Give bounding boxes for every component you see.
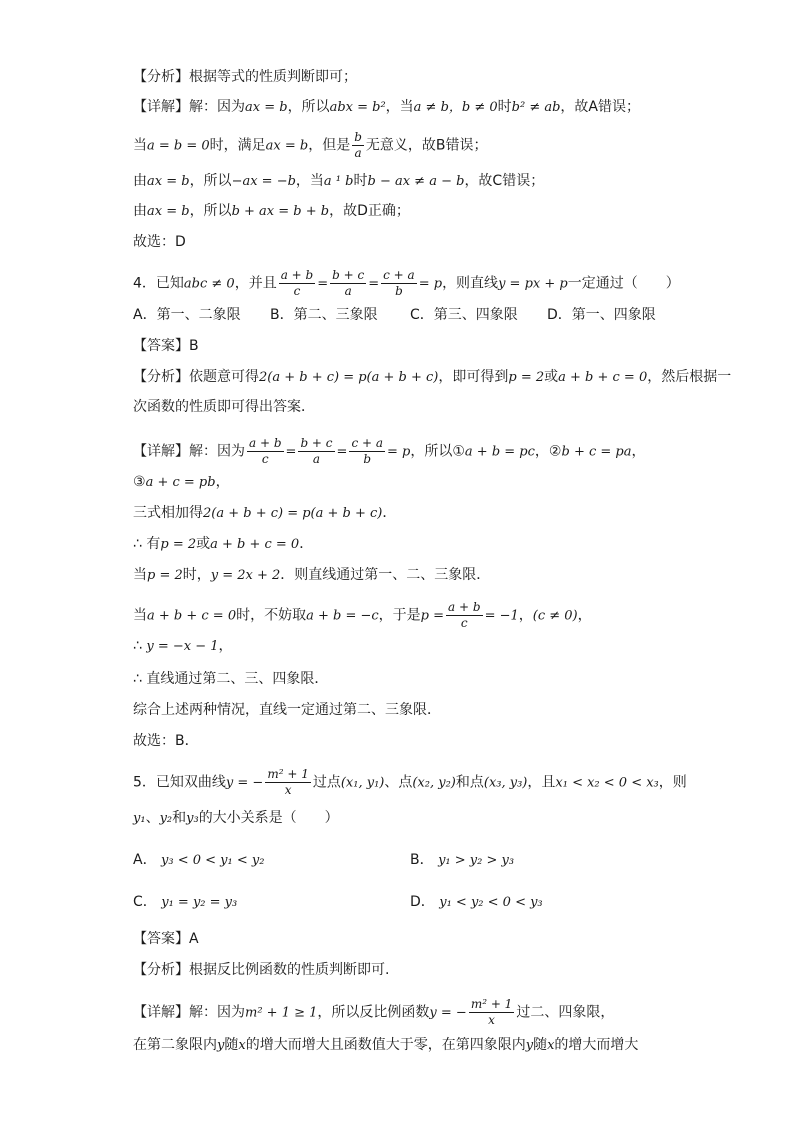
math: ax = b	[265, 138, 309, 154]
option-letter: D．	[410, 894, 435, 910]
circled-number: ②	[548, 443, 562, 460]
text: ，然后根据一	[647, 369, 732, 385]
math: x₁ < x₂ < 0 < x₃	[555, 775, 659, 791]
math: b + ax = b + b	[231, 204, 330, 219]
question-5-2	[133, 808, 754, 829]
math: 2(a + b + c) = p(a + b + c)	[259, 370, 439, 385]
math: y₁ > y₂ > y₃	[438, 853, 515, 868]
text: 【分析】根据反比例函数的性质判断即可.	[133, 962, 390, 978]
fraction	[330, 268, 366, 299]
text: ，故D正确；	[329, 203, 410, 219]
math: 2(a + b + c) = p(a + b + c)	[203, 506, 383, 521]
text: 和点	[455, 774, 484, 791]
text: ，当	[385, 99, 414, 115]
text: ∴ 有	[133, 536, 161, 552]
denominator: a	[312, 452, 321, 466]
math: b + c = pa	[561, 444, 632, 460]
text: 时，满足	[209, 137, 266, 154]
detail-q4-4	[133, 534, 754, 555]
fraction	[349, 436, 385, 467]
numerator: b + c	[332, 268, 365, 282]
math: a = b = 0	[147, 138, 210, 154]
detail-q4-7	[133, 636, 754, 657]
math: (c ≠ 0)	[532, 608, 578, 624]
detail-q4-3	[133, 503, 754, 524]
math: p =	[420, 608, 445, 624]
numerator: a + b	[448, 600, 481, 614]
math: = −1	[484, 608, 519, 624]
choice-line-q4	[133, 731, 754, 751]
fraction	[352, 130, 364, 161]
math: a ¹ b	[323, 174, 354, 189]
circled-number: ①	[452, 443, 465, 460]
circled-number: ③	[133, 474, 146, 490]
text: ，则直线	[442, 275, 499, 292]
text: ，所以反比例函数	[317, 1004, 430, 1021]
choice-line-q3	[133, 232, 754, 252]
math: y = px + p	[498, 276, 568, 292]
math: −ax = −b	[231, 174, 296, 189]
math: = p	[418, 276, 443, 292]
math: (x₂, y₂)	[412, 775, 456, 791]
text: 4．已知	[133, 275, 184, 292]
text: 5．已知双曲线	[133, 774, 226, 791]
text: 无意义，故B错误；	[365, 137, 488, 154]
text: 的增大而增大	[554, 1037, 639, 1053]
math: p = 2	[508, 370, 545, 385]
math: p = 2	[147, 568, 183, 583]
math: p = 2	[160, 537, 197, 552]
detail-q4-6	[133, 600, 754, 631]
math: abx = b²	[329, 100, 386, 115]
denominator: c	[460, 616, 468, 630]
answer-q4	[133, 336, 754, 356]
option-letter: C．	[133, 894, 157, 910]
text: 时，不妨取	[236, 607, 307, 624]
math: ax = b	[147, 204, 190, 219]
math: y	[217, 1038, 225, 1053]
text: ，故A错误；	[560, 99, 640, 115]
text: 或	[544, 369, 559, 385]
denominator: a	[344, 284, 352, 298]
option-letter: B．	[410, 852, 434, 868]
detail-q5-1	[133, 997, 754, 1028]
math: a + c = pb	[145, 475, 216, 490]
text: 在第二象限内	[133, 1037, 217, 1053]
denominator: x	[488, 1013, 495, 1027]
option-d-q5	[410, 892, 543, 913]
text: ．	[382, 505, 397, 521]
equals: =	[368, 276, 380, 292]
math: b − ax ≠ a − b	[367, 174, 465, 189]
math: a ≠ b，b ≠ 0	[413, 100, 498, 115]
text: ．	[299, 536, 314, 552]
math: y = −x − 1	[146, 639, 219, 654]
text: 【详解】解：因为	[133, 1004, 245, 1021]
denominator: b	[363, 452, 372, 466]
text: 时，	[182, 567, 211, 583]
numerator: m² + 1	[267, 767, 309, 781]
math: a + b + c = 0	[147, 608, 237, 624]
text: ∴ 直线通过第二、三、四象限．	[133, 671, 329, 687]
text: 的增大而增大且函数值大于零，在第四象限内	[245, 1037, 526, 1053]
denominator: a	[354, 146, 362, 160]
text: ，即可得到	[438, 369, 509, 385]
text: 、点	[384, 774, 413, 791]
math: y₃	[186, 811, 199, 826]
math: y = −	[225, 775, 264, 791]
text: 【详解】解：因为	[133, 443, 245, 460]
math: y₁	[133, 811, 146, 826]
detail-q4-9	[133, 700, 754, 720]
detail-q4-8	[133, 669, 754, 689]
text: ，且	[527, 774, 556, 791]
detail-line-q3-2	[133, 130, 754, 161]
math: a + b + c = 0	[558, 370, 648, 385]
text: 【分析】依题意可得	[133, 369, 259, 385]
numerator: a + b	[249, 436, 282, 450]
math: m² + 1 ≥ 1	[245, 1005, 318, 1021]
text: 由	[133, 173, 147, 189]
text: 当	[133, 607, 147, 624]
math: b² ≠ ab	[511, 100, 561, 115]
denominator: x	[284, 783, 292, 797]
numerator: a + b	[280, 268, 314, 282]
text: 随	[533, 1037, 548, 1053]
text: 随	[224, 1037, 239, 1053]
option-b-q4: B．第二、三象限	[270, 307, 378, 323]
fraction	[265, 767, 311, 798]
detail-line-q3-3	[133, 171, 754, 192]
text: 过二、四象限，	[516, 1004, 615, 1021]
analysis-q4-2	[133, 397, 754, 417]
math: y₂	[159, 811, 173, 826]
text: 次函数的性质即可得出答案．	[133, 399, 315, 415]
text: ，所以	[410, 443, 453, 460]
equals: =	[285, 444, 297, 460]
equals: =	[336, 444, 348, 460]
text: 三式相加得	[133, 505, 203, 521]
text: 时	[353, 173, 368, 189]
text: ，并且	[234, 275, 277, 292]
text: ，则	[658, 774, 687, 791]
numerator: c + a	[351, 436, 383, 450]
text: 综合上述两种情况，直线一定通过第二、三象限．	[133, 702, 441, 718]
analysis-line-q3	[133, 67, 754, 87]
text: ∴	[133, 638, 142, 654]
fraction	[298, 436, 334, 467]
text: ，	[534, 443, 549, 460]
equals: =	[317, 276, 329, 292]
text: 一定通过（ ）	[567, 275, 680, 292]
text: 故选：D	[133, 234, 186, 250]
text: ．则直线通过第一、二、三象限．	[280, 567, 491, 583]
text: 【答案】B	[133, 338, 199, 354]
math: y	[525, 1038, 534, 1053]
math: x	[238, 1038, 246, 1053]
math: y = −	[429, 1005, 467, 1021]
text: 由	[133, 203, 147, 219]
math: a + b = −c	[306, 608, 379, 624]
text: ，所以	[189, 173, 232, 189]
question-4	[133, 268, 754, 299]
text: ，	[218, 638, 233, 654]
text: 当	[133, 137, 147, 154]
text: ，当	[295, 173, 324, 189]
fraction	[446, 600, 483, 631]
option-b-q5	[410, 850, 514, 871]
math: a + b = pc	[464, 444, 535, 460]
question-5-1	[133, 767, 754, 798]
math: a + b + c = 0	[210, 537, 300, 552]
text: ，	[577, 607, 592, 624]
fraction	[247, 436, 284, 467]
text: 、	[145, 810, 160, 826]
numerator: b	[354, 130, 362, 144]
math: x	[547, 1038, 555, 1053]
text: 的大小关系是（ ）	[198, 810, 339, 826]
text: 【答案】A	[133, 931, 199, 947]
text: 【分析】根据等式的性质判断即可；	[133, 69, 357, 85]
fraction	[469, 997, 515, 1028]
text: ，	[215, 474, 230, 490]
text: 时	[497, 99, 512, 115]
analysis-q4-1	[133, 367, 754, 388]
detail-q4-2	[133, 472, 754, 493]
math: ax = b	[245, 100, 288, 115]
numerator: m² + 1	[470, 997, 513, 1011]
math: (x₁, y₁)	[340, 775, 385, 791]
fraction	[381, 268, 417, 299]
text: ，所以	[287, 99, 330, 115]
option-a-q4: A．第一、二象限	[133, 307, 241, 323]
answer-q5	[133, 929, 754, 949]
text: 和	[172, 810, 187, 826]
text: ，	[518, 607, 533, 624]
denominator: c	[293, 284, 301, 298]
text: 当	[133, 567, 147, 583]
numerator: c + a	[383, 268, 415, 282]
text: ，故C错误；	[464, 173, 545, 189]
option-d-q4: D．第一、四象限	[547, 307, 656, 323]
analysis-q5	[133, 960, 754, 980]
detail-q5-2	[133, 1035, 754, 1056]
option-letter: A．	[133, 852, 157, 868]
math: y₁ = y₂ = y₃	[161, 895, 238, 910]
option-a-q5	[133, 850, 264, 871]
text: 【详解】解：因为	[133, 99, 245, 115]
text: ，所以	[189, 203, 232, 219]
math: ax = b	[147, 174, 190, 189]
text: 过点	[312, 774, 341, 791]
text: 故选：B．	[133, 733, 199, 749]
math: y₁ < y₂ < 0 < y₃	[439, 895, 543, 910]
text: ，于是	[378, 607, 421, 624]
detail-q4-5	[133, 565, 754, 586]
option-c-q4: C．第三、四象限	[410, 307, 518, 323]
text: ，但是	[308, 137, 351, 154]
detail-line-q3-1	[133, 97, 754, 118]
option-c-q5	[133, 892, 237, 913]
detail-line-q3-4	[133, 201, 754, 222]
math: (x₃, y₃)	[483, 775, 528, 791]
detail-q4-1	[133, 436, 754, 467]
fraction	[279, 268, 316, 299]
math: = p	[387, 444, 411, 460]
math: y₃ < 0 < y₁ < y₂	[161, 853, 265, 868]
math: y = 2x + 2	[210, 568, 281, 583]
denominator: b	[395, 284, 403, 298]
text: 或	[196, 536, 211, 552]
text: ，	[631, 443, 646, 460]
denominator: c	[261, 452, 269, 466]
math: abc ≠ 0	[183, 276, 235, 292]
numerator: b + c	[300, 436, 333, 450]
